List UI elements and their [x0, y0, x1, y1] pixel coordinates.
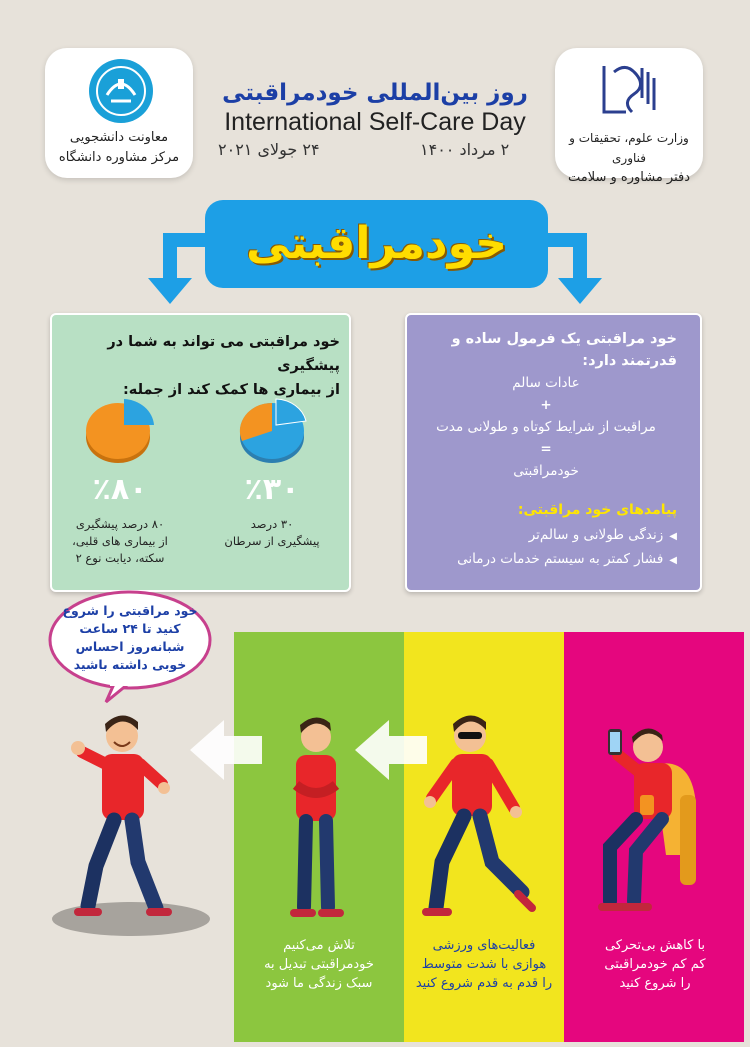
step2-line3: را قدم به قدم شروع کنید [415, 976, 553, 991]
right-logo-line1: وزارت علوم، تحقیقات و فناوری [569, 131, 689, 165]
bullet-triangle-icon: ◀ [669, 531, 677, 542]
formula-plus: + [540, 397, 552, 413]
bullet-triangle-icon: ◀ [669, 555, 677, 566]
date-gregorian: ۲۴ جولای ۲۰۲۱ [218, 140, 320, 159]
stat-80-caption-line2: از بیماری های قلبی، [72, 534, 168, 548]
formula-heading-line1: خود مراقبتی یک فرمول ساده و [451, 331, 677, 347]
step1-line3: را شروع کنید [619, 976, 691, 991]
pie-chart-80-icon [78, 395, 158, 467]
formula-item-1: عادات سالم [512, 375, 580, 391]
stat-80-value: ٪۸۰ [92, 472, 148, 507]
university-emblem-icon [85, 55, 157, 127]
pie-chart-30-icon [232, 395, 312, 467]
prevention-heading-line2: از بیماری ها کمک کند از جمله: [123, 382, 340, 398]
formula-heading-line2: قدرتمند دارد: [582, 353, 677, 369]
bubble-line2: کنید تا ۲۴ ساعت [79, 621, 181, 636]
stat-30-caption-line2: پیشگیری از سرطان [224, 534, 320, 548]
ministry-emblem-icon [596, 58, 662, 122]
step1-line2: کم کم خودمراقبتی [604, 957, 706, 972]
stat-80-caption-line1: ۸۰ درصد پیشگیری [75, 517, 165, 531]
bubble-line4: خوبی داشته باشید [73, 657, 187, 672]
message-item-2: ◀فشار کمتر به سیستم خدمات درمانی [457, 551, 677, 567]
bubble-line3: شبانه‌روز احساس [75, 639, 185, 654]
step-arrow-left-icon [355, 718, 427, 782]
page-title-fa: روز بین‌المللی خودمراقبتی [222, 80, 528, 106]
banner-title: خودمراقبتی [246, 218, 507, 269]
step2-line1: فعالیت‌های ورزشی [432, 938, 536, 953]
person-happy-walking-icon [66, 712, 174, 922]
message-item-1: ◀زندگی طولانی و سالم‌تر [528, 527, 677, 543]
formula-item-2: مراقبت از شرایط کوتاه و طولانی مدت [436, 419, 656, 435]
prevention-heading-line1: خود مراقبتی می تواند به شما در پیشگیری [107, 334, 340, 374]
person-walking-sunglasses-icon [418, 712, 536, 922]
date-persian: ۲ مرداد ۱۴۰۰ [420, 140, 510, 159]
left-logo-line2: مرکز مشاوره دانشگاه [58, 150, 180, 165]
step3-line3: سبک زندگی ما شود [265, 976, 373, 991]
step2-line2: هوازی با شدت متوسط [421, 957, 547, 972]
person-standing-icon [282, 715, 352, 920]
stat-30-caption-line1: ۳۰ درصد [250, 517, 294, 531]
step1-line1: با کاهش بی‌تحرکی [604, 938, 706, 953]
formula-result: خودمراقبتی [513, 463, 579, 479]
left-logo-line1: معاونت دانشجویی [69, 130, 169, 145]
right-logo-line2: دفتر مشاوره و سلامت [567, 170, 691, 185]
stat-80-caption-line3: سکته، دیابت نوع ۲ [75, 551, 165, 565]
page-title-en: International Self-Care Day [224, 108, 526, 136]
formula-equals: = [540, 441, 552, 457]
step3-line2: خودمراقبتی تبدیل به [264, 957, 374, 972]
person-sitting-phone-icon [596, 725, 706, 915]
bubble-line1: خود مراقبتی را شروع [62, 603, 198, 618]
stat-30-value: ٪۳۰ [244, 472, 300, 507]
step-arrow-left-icon [190, 718, 262, 782]
step3-line1: تلاش می‌کنیم [283, 938, 355, 953]
messages-title: پیامدهای خود مراقبتی: [517, 502, 677, 518]
